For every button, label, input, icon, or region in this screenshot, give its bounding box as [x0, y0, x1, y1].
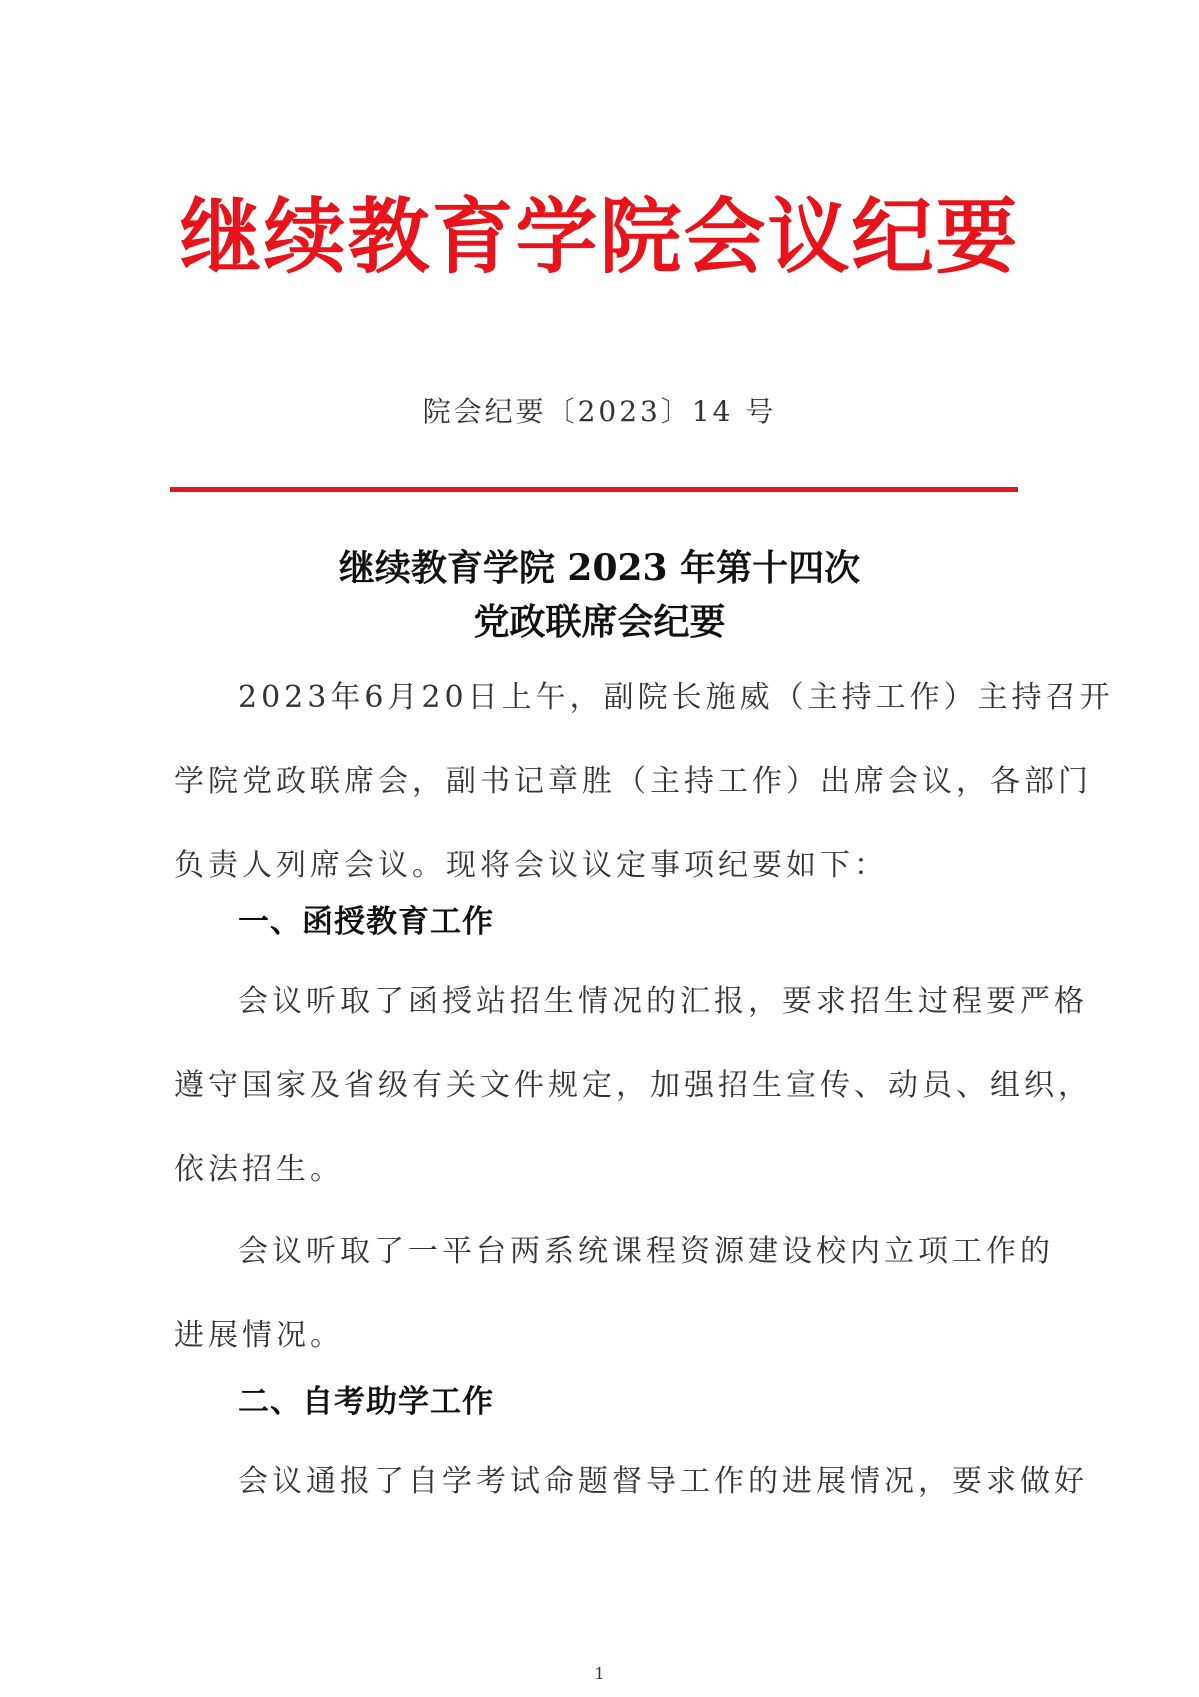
paragraph-line: 2023年6月20日上午，副院长施威（主持工作）主持召开: [238, 680, 1114, 715]
paragraph-line: 会议听取了函授站招生情况的汇报，要求招生过程要严格: [238, 984, 1088, 1019]
document-title-line-1: 继续教育学院 2023 年第十四次: [338, 547, 861, 589]
red-divider-line: [170, 487, 1018, 492]
document-number: 院会纪要〔2023〕14 号: [422, 395, 777, 428]
intro-paragraph: [174, 656, 1114, 908]
section1-paragraph-2: [174, 1210, 1054, 1378]
paragraph-line: 依法招生。: [174, 1152, 344, 1187]
paragraph-line: 进展情况。: [174, 1318, 344, 1353]
paragraph-line: 学院党政联席会，副书记章胜（主持工作）出席会议，各部门: [174, 764, 1092, 799]
section2-paragraph-1: [174, 1440, 1088, 1524]
paragraph-line: 负责人列席会议。现将会议议定事项纪要如下：: [174, 848, 888, 883]
paragraph-line: 会议听取了一平台两系统课程资源建设校内立项工作的: [238, 1234, 1054, 1269]
document-title-line-2: 党政联席会纪要: [473, 601, 726, 643]
masthead-title: 继续教育学院会议纪要: [179, 190, 1020, 285]
section-heading-1: 一、函授教育工作: [238, 904, 494, 940]
section-heading-2: 二、自考助学工作: [238, 1384, 494, 1420]
paragraph-line: 会议通报了自学考试命题督导工作的进展情况，要求做好: [238, 1464, 1088, 1499]
section1-paragraph-1: [174, 960, 1092, 1212]
paragraph-line: 遵守国家及省级有关文件规定，加强招生宣传、动员、组织，: [174, 1068, 1092, 1103]
page-number: 1: [594, 1664, 605, 1683]
